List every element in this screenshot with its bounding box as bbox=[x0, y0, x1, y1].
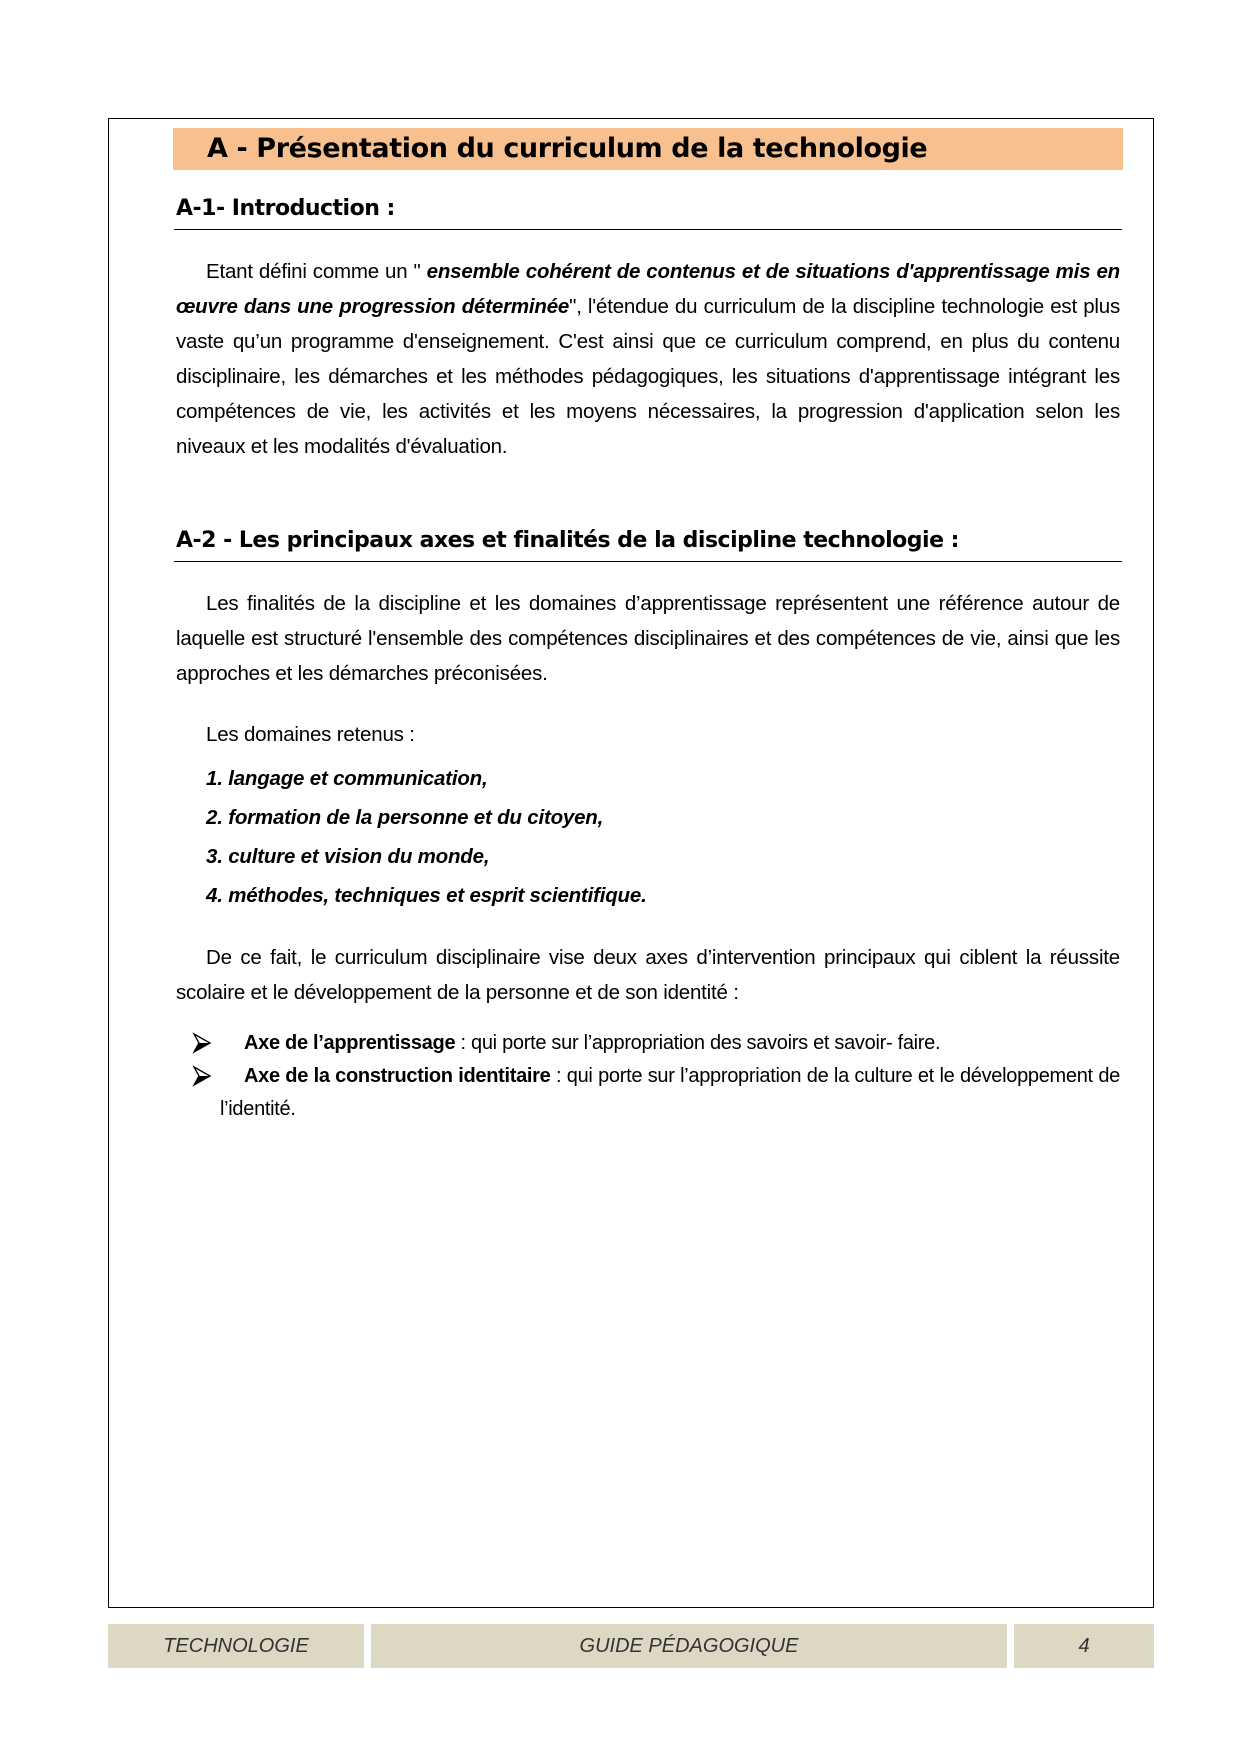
curriculum-definition: ensemble cohérent de contenus et de situations d'apprentissage mis en œuvre dans une progression déterminée bbox=[176, 260, 1120, 318]
footer-guide-title: GUIDE PÉDAGOGIQUE bbox=[371, 1624, 1007, 1668]
page-number: 4 bbox=[1014, 1624, 1154, 1668]
axes-intro-paragraph: De ce fait, le curriculum disciplinaire vise deux axes d’intervention principaux qui ciblent la réussite scolaire et le développement de la personne et de son identité : bbox=[176, 946, 1120, 1004]
domain-item: 4. méthodes, techniques et esprit scientifique. bbox=[206, 884, 647, 907]
domain-item: 3. culture et vision du monde, bbox=[206, 845, 490, 868]
heading-underline bbox=[174, 561, 1122, 562]
domains-intro: Les domaines retenus : bbox=[206, 723, 415, 746]
intro-text-end: ", l'étendue du curriculum de la discipline technologie est plus vaste qu’un programme d'enseignement. C'est ainsi que ce curriculum comprend, en plus du contenu disciplinaire, les démarches et les méthodes pédagogiques, les situations d'apprentissage intégrant les compétences de vie, les activités et les moyens nécessaires, la progression d'application selon les niveaux et les modalités d'évaluation. bbox=[176, 295, 1120, 458]
axis-label: Axe de la construction identitaire bbox=[244, 1065, 551, 1087]
page-title: A - Présentation du curriculum de la technologie bbox=[207, 133, 928, 164]
domain-item: 1. langage et communication, bbox=[206, 767, 488, 790]
domain-item: 2. formation de la personne et du citoyen, bbox=[206, 806, 604, 829]
footer-subject: TECHNOLOGIE bbox=[108, 1624, 364, 1668]
axis-item bbox=[192, 1060, 1120, 1126]
axis-item bbox=[192, 1027, 1120, 1060]
title-banner bbox=[173, 128, 1123, 170]
axis-description: : qui porte sur l’appropriation des savoirs et savoir- faire. bbox=[455, 1032, 941, 1054]
axis-label: Axe de l’apprentissage bbox=[244, 1032, 456, 1054]
finalites-paragraph: Les finalités de la discipline et les domaines d’apprentissage représentent une référence autour de laquelle est structuré l'ensemble des compétences disciplinaires et des compétences de vie, ainsi que les approches et les démarches préconisées. bbox=[176, 592, 1120, 685]
section-heading-introduction: A-1- Introduction : bbox=[176, 196, 395, 221]
arrowhead-bullet-icon bbox=[192, 1065, 212, 1087]
axis-description: : qui porte sur l’appropriation de la culture et le développement de l’identité. bbox=[220, 1065, 1120, 1120]
intro-paragraph bbox=[176, 254, 1120, 464]
arrowhead-bullet-icon bbox=[192, 1032, 212, 1054]
section-heading-axes: A-2 - Les principaux axes et finalités de la discipline technologie : bbox=[176, 528, 959, 553]
intro-text-start: Etant défini comme un " bbox=[206, 260, 427, 283]
heading-underline bbox=[174, 229, 1122, 230]
